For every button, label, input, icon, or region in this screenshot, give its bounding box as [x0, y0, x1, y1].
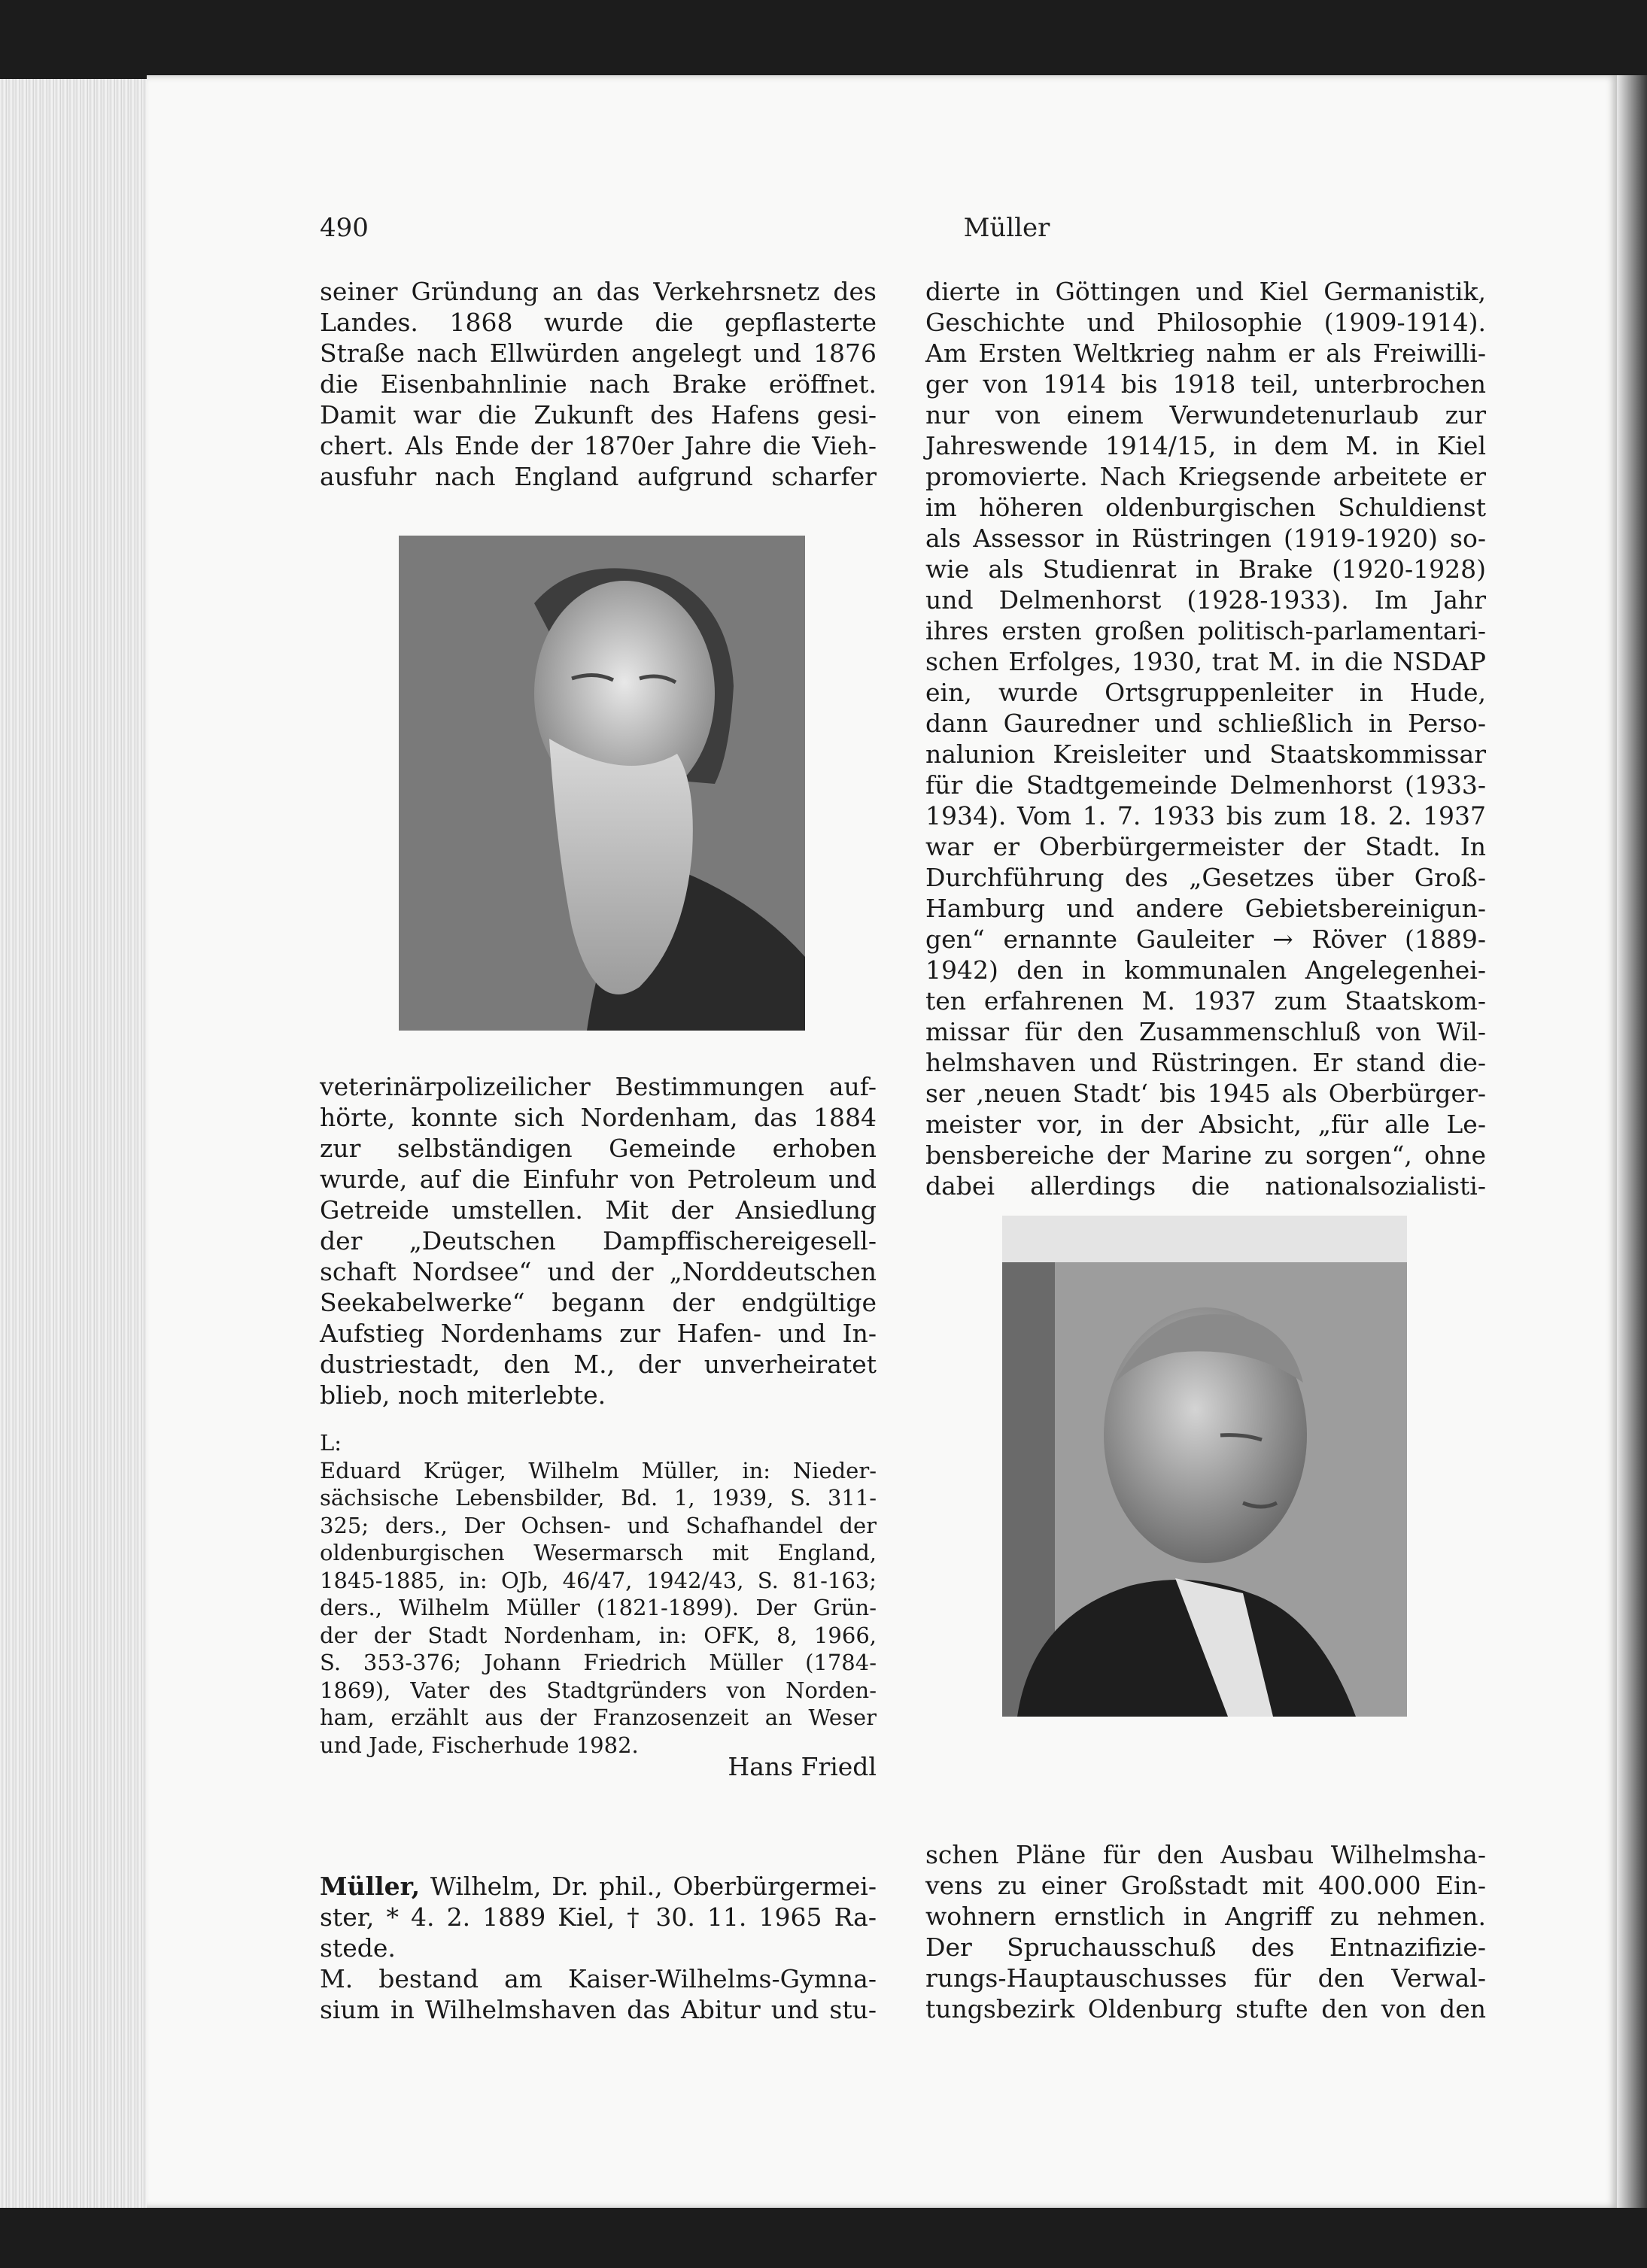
right-column-top-text: [925, 276, 1486, 1201]
text-line: vens zu einer Großstadt mit 400.000 Ein-: [925, 1871, 1486, 1900]
text-line: tungsbezirk Oldenburg stufte den von den: [925, 1994, 1486, 2024]
text-line: gen“ ernannte Gauleiter → Röver (1889-: [925, 925, 1486, 954]
text-line: als Assessor in Rüstringen (1919-1920) so-: [925, 524, 1486, 553]
text-line: 325; ders., Der Ochsen- und Schafhandel der: [320, 1512, 877, 1538]
book-page-edges: [0, 79, 154, 2208]
left-column-middle-text: [320, 1071, 877, 1410]
text-line: für die Stadtgemeinde Delmenhorst (1933-: [925, 770, 1486, 800]
text-line: dustriestadt, den M., der unverheiratet: [320, 1350, 877, 1379]
text-line: ster, * 4. 2. 1889 Kiel, † 30. 11. 1965 Ra-: [320, 1902, 877, 1932]
author-signature: Hans Friedl: [728, 1752, 877, 1781]
text-line: 1845-1885, in: OJb, 46/47, 1942/43, S. 81-163;: [320, 1567, 877, 1593]
text-line: schen Erfolges, 1930, trat M. in die NSDAP: [925, 647, 1486, 676]
text-line: ser ‚neuen Stadt‘ bis 1945 als Oberbürger-: [925, 1079, 1486, 1108]
text-line: seiner Gründung an das Verkehrsnetz des: [320, 277, 877, 306]
text-line: ausfuhr nach England aufgrund scharfer: [320, 462, 877, 491]
text-line: wie als Studienrat in Brake (1920-1928): [925, 554, 1486, 584]
text-line: und Jade, Fischerhude 1982.: [320, 1732, 639, 1758]
portrait-photo-wilhelm-mueller-1821: [399, 536, 805, 1031]
text-line: ders., Wilhelm Müller (1821-1899). Der Grün-: [320, 1595, 877, 1620]
text-line: meister vor, in der Absicht, „für alle Le-: [925, 1110, 1486, 1139]
text-line: Getreide umstellen. Mit der Ansiedlung: [320, 1195, 877, 1225]
text-line: chert. Als Ende der 1870er Jahre die Vieh-: [320, 431, 877, 460]
text-line: 1869), Vater des Stadtgründers von Norden-: [320, 1677, 877, 1703]
text-line: im höheren oldenburgischen Schuldienst: [925, 493, 1486, 522]
literature-section: [320, 1429, 877, 1759]
text-line: Jahreswende 1914/15, in dem M. in Kiel: [925, 431, 1486, 460]
entry-first-line: [320, 1871, 877, 1902]
right-column-bottom-text: [925, 1839, 1486, 2024]
biography-entry-start: [320, 1871, 877, 2025]
text-line: ihres ersten großen politisch-parlamentari-: [925, 616, 1486, 645]
text-line: Am Ersten Weltkrieg nahm er als Freiwilli-: [925, 339, 1486, 368]
text-line: war er Oberbürgermeister der Stadt. In: [925, 832, 1486, 861]
text-line: ham, erzählt aus der Franzosenzeit an Weser: [320, 1705, 877, 1730]
text-line: die Eisenbahnlinie nach Brake eröffnet.: [320, 369, 877, 399]
text-line: ten erfahrenen M. 1937 zum Staatskom-: [925, 986, 1486, 1016]
text-line: Aufstieg Nordenhams zur Hafen- und In-: [320, 1319, 877, 1348]
literature-references: [320, 1457, 877, 1759]
text-line: Der Spruchausschuß des Entnazifizie-: [925, 1933, 1486, 1962]
text-line: schen Pläne für den Ausbau Wilhelmsha-: [925, 1840, 1486, 1869]
portrait-photo-illustration: [1002, 1262, 1407, 1717]
text-line: nalunion Kreisleiter und Staatskommissar: [925, 739, 1486, 769]
text-line: veterinärpolizeilicher Bestimmungen auf-: [320, 1072, 877, 1101]
text-line: ein, wurde Ortsgruppenleiter in Hude,: [925, 678, 1486, 707]
text-line: der „Deutschen Dampffischereigesell-: [320, 1226, 877, 1255]
running-title: Müller: [963, 213, 1050, 243]
text-line: hörte, konnte sich Nordenham, das 1884: [320, 1103, 877, 1132]
portrait-illustration: [399, 536, 805, 1031]
text-line: Damit war die Zukunft des Hafens gesi-: [320, 400, 877, 430]
text-line: M. bestand am Kaiser-Wilhelms-Gymna-: [320, 1964, 877, 1993]
text-line: helmshaven und Rüstringen. Er stand die-: [925, 1048, 1486, 1077]
text-line: wohnern ernstlich in Angriff zu nehmen.: [925, 1902, 1486, 1931]
text-line: oldenburgischen Wesermarsch mit England,: [320, 1540, 877, 1565]
text-line: 1934). Vom 1. 7. 1933 bis zum 18. 2. 1937: [925, 801, 1486, 830]
text-line: schaft Nordsee“ und der „Norddeutschen: [320, 1257, 877, 1286]
entry-first-line-text: Wilhelm, Dr. phil., Oberbürgermei-: [430, 1872, 877, 1901]
photo-mount: [1002, 1216, 1407, 1262]
text-line: missar für den Zusammenschluß von Wil-: [925, 1017, 1486, 1046]
text-line: dabei allerdings die nationalsozialisti-: [925, 1171, 1486, 1201]
text-line: Durchführung des „Gesetzes über Groß-: [925, 863, 1486, 892]
text-line: und Delmenhorst (1928-1933). Im Jahr: [925, 585, 1486, 615]
text-line: stede.: [320, 1933, 396, 1963]
text-line: sium in Wilhelmshaven das Abitur und stu-: [320, 1995, 877, 2024]
text-line: sächsische Lebensbilder, Bd. 1, 1939, S. 311-: [320, 1485, 877, 1510]
text-line: Hamburg und andere Gebietsbereinigun-: [925, 894, 1486, 923]
page-number: 490: [320, 213, 369, 243]
text-line: der der Stadt Nordenham, in: OFK, 8, 1966,: [320, 1622, 877, 1648]
text-line: 1942) den in kommunalen Angelegenhei-: [925, 955, 1486, 985]
text-line: ger von 1914 bis 1918 teil, unterbrochen: [925, 369, 1486, 399]
text-line: dann Gauredner und schließlich in Perso-: [925, 709, 1486, 738]
text-line: bensbereiche der Marine zu sorgen“, ohne: [925, 1140, 1486, 1170]
text-line: zur selbständigen Gemeinde erhoben: [320, 1134, 877, 1163]
text-line: rungs-Hauptauschusses für den Verwal-: [925, 1963, 1486, 1993]
text-line: Eduard Krüger, Wilhelm Müller, in: Nieder-: [320, 1457, 877, 1483]
text-line: Landes. 1868 wurde die gepflasterte: [320, 308, 877, 337]
text-line: Straße nach Ellwürden angelegt und 1876: [320, 339, 877, 368]
page-header: [320, 213, 1647, 250]
text-line: promovierte. Nach Kriegsende arbeitete er: [925, 462, 1486, 491]
entry-lines: [320, 1902, 877, 2025]
page-gutter-shadow: [1617, 75, 1647, 2208]
left-column-top-text: [320, 276, 877, 492]
text-line: wurde, auf die Einfuhr von Petroleum und: [320, 1164, 877, 1194]
literature-label: L:: [320, 1430, 342, 1456]
text-line: blieb, noch miterlebte.: [320, 1380, 606, 1410]
text-line: S. 353-376; Johann Friedrich Müller (1784-: [320, 1650, 877, 1675]
author-signature-block: [320, 1751, 877, 1782]
text-line: nur von einem Verwundetenurlaub zur: [925, 400, 1486, 430]
entry-name: Müller,: [320, 1872, 421, 1901]
text-line: dierte in Göttingen und Kiel Germanistik,: [925, 277, 1486, 306]
text-line: Seekabelwerke“ begann der endgültige: [320, 1288, 877, 1317]
portrait-photo-wilhelm-mueller-1889: [1002, 1262, 1407, 1717]
text-line: Geschichte und Philosophie (1909-1914).: [925, 308, 1486, 337]
